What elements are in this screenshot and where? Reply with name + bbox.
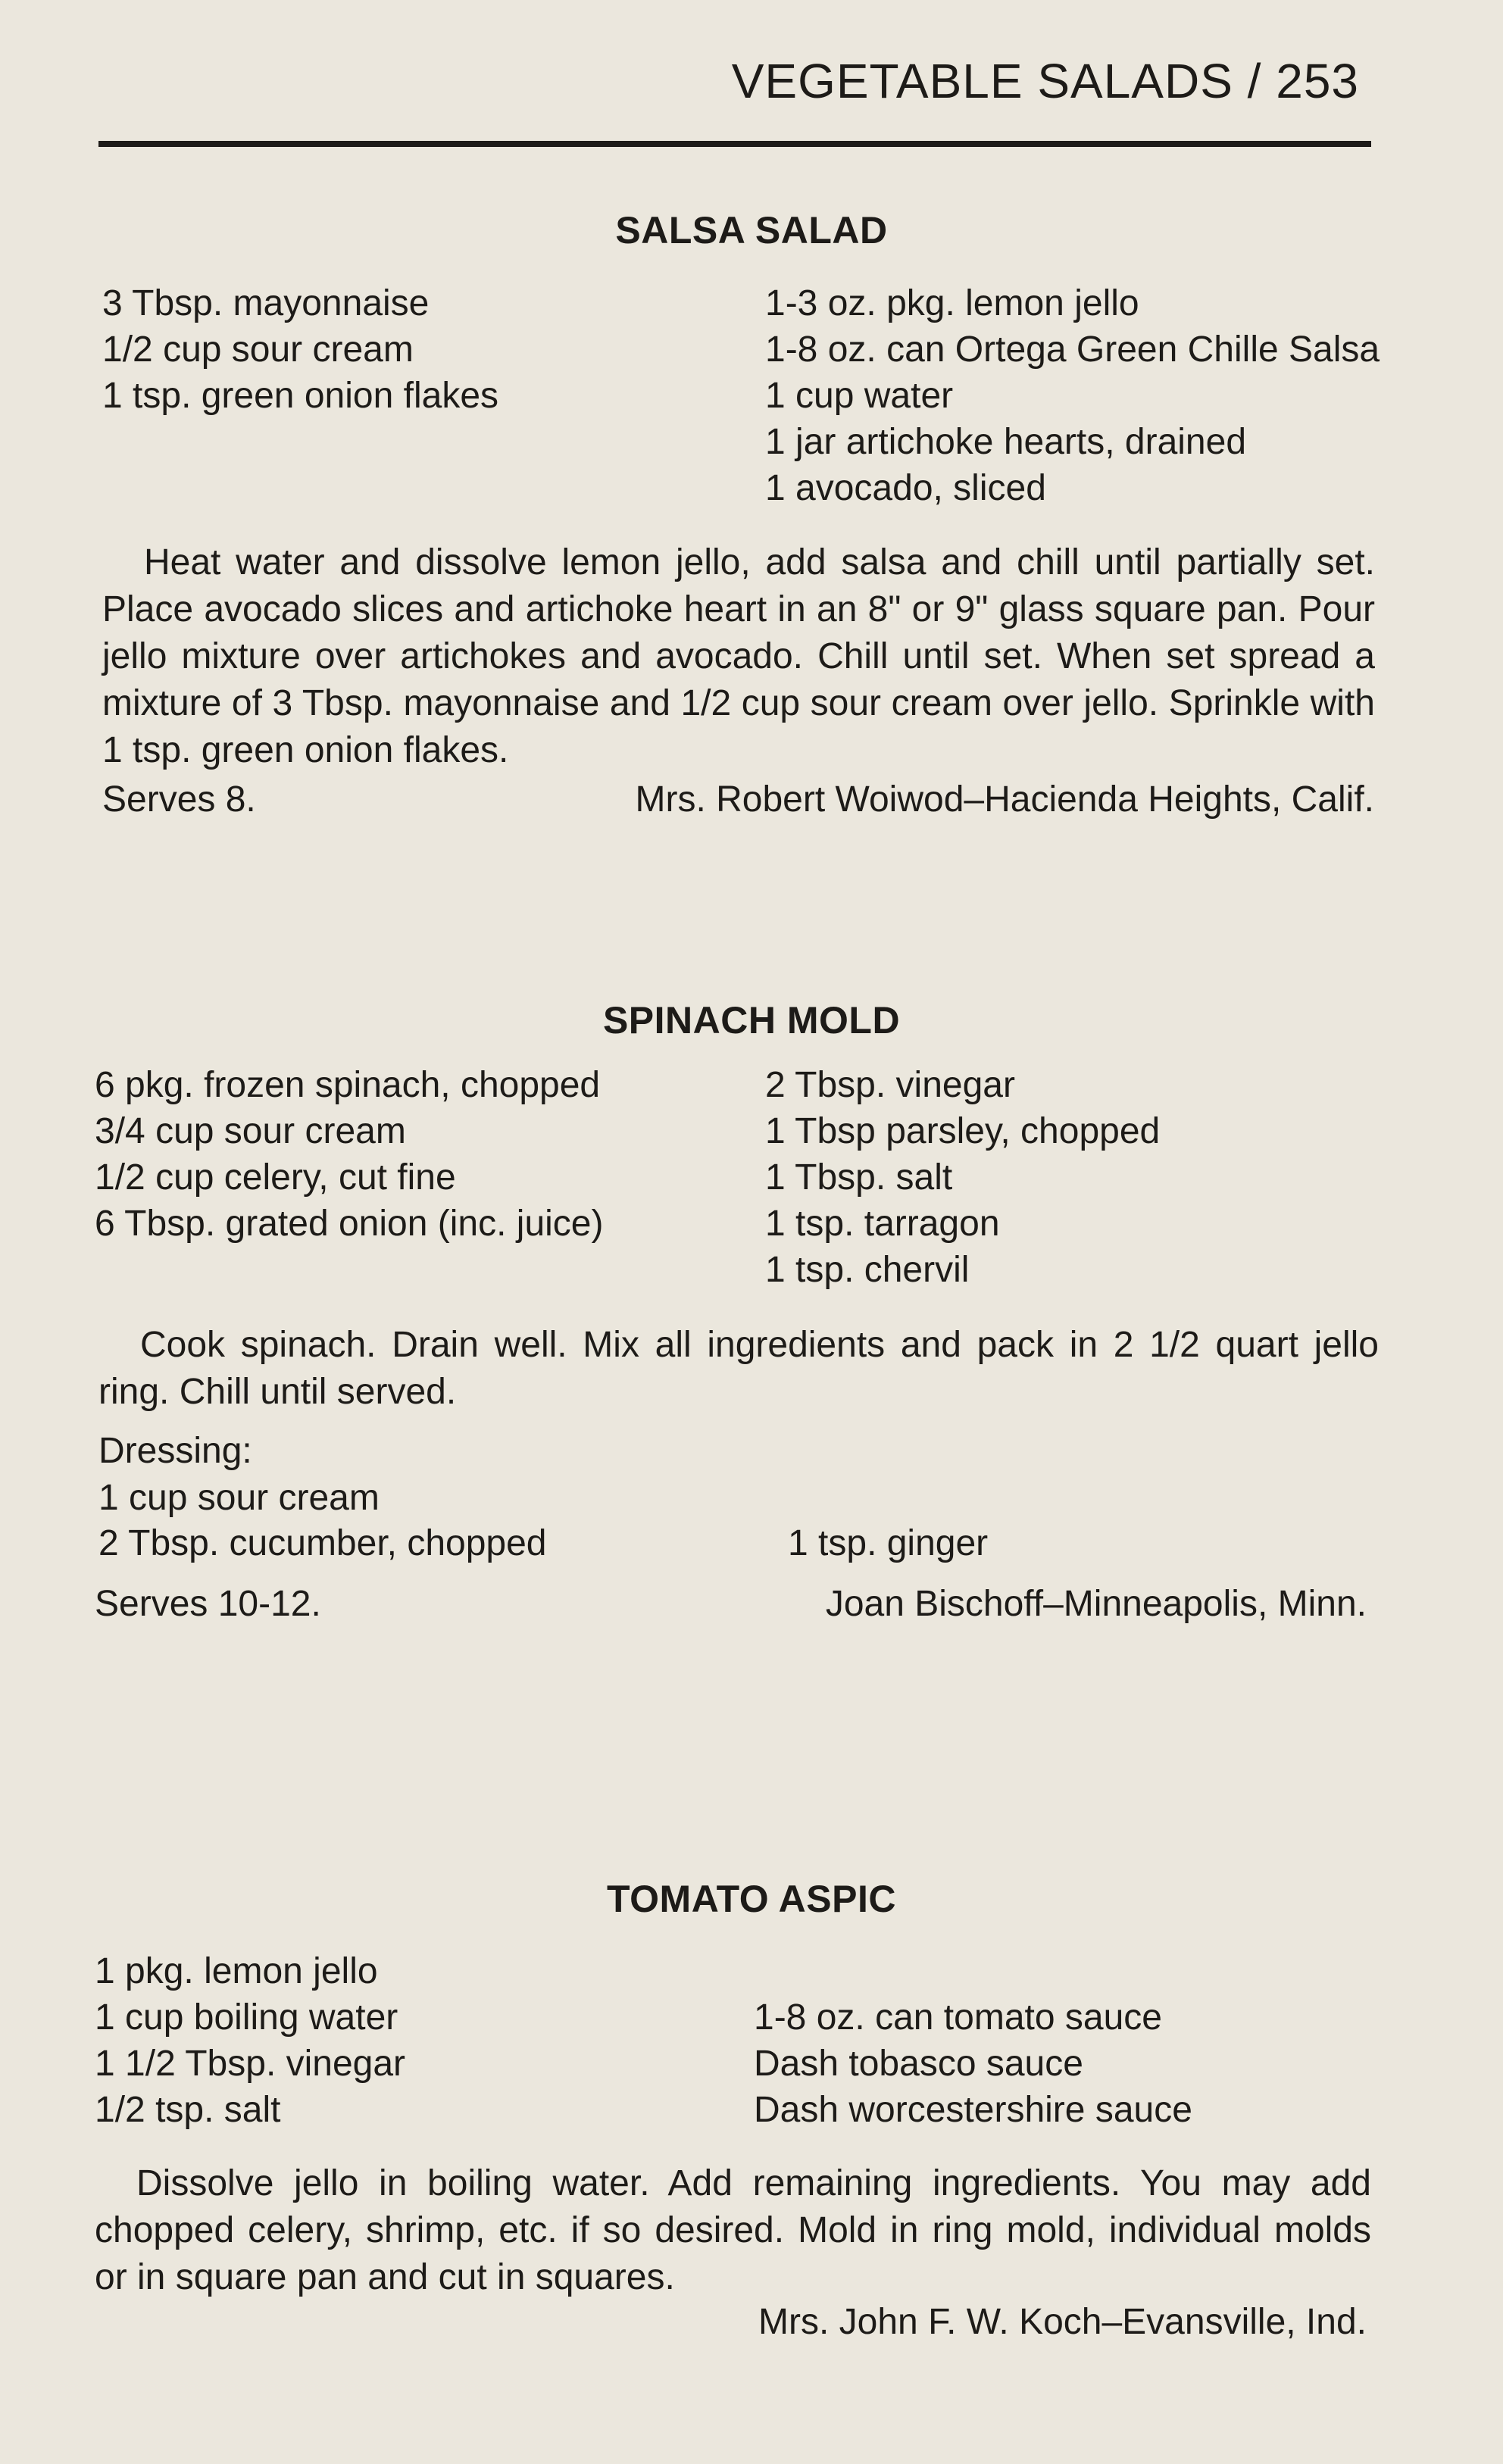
serves-salsa: Serves 8. [102,779,256,820]
ingredient: 1 cup water [765,376,954,416]
ingredient: 3 Tbsp. mayonnaise [102,283,430,323]
ingredient: 6 pkg. frozen spinach, chopped [95,1065,601,1105]
ingredient: 1 tsp. tarragon [765,1204,1000,1244]
ingredient: 1 Tbsp parsley, chopped [765,1111,1161,1151]
ingredients-right-salsa [765,280,1380,511]
ingredient: 1 jar artichoke hearts, drained [765,422,1247,462]
ingredient: 1 avocado, sliced [765,468,1046,508]
ingredients-right-tomato [754,1994,1192,2133]
serves-spinach: Serves 10-12. [95,1584,321,1624]
ingredient: 1 tsp. green onion flakes [102,376,499,416]
ingredient: 1-8 oz. can tomato sauce [754,1997,1162,2038]
ingredients-left-salsa [102,280,498,419]
contributor-salsa: Mrs. Robert Woiwod–Hacienda Heights, Calif. [635,779,1374,820]
ingredients-left-spinach [95,1062,603,1247]
directions-salsa [102,539,1375,774]
directions-text: Heat water and dissolve lemon jello, add salsa and chill until partially set. Place avocado slices and artichoke heart in an 8" or 9" glass square pan. Pour jello mixture over artichokes and avocado. Chill until set. When set spread a mixture of 3 Tbsp. mayonnaise and 1/2 cup sour cream over jello. Sprinkle with 1 tsp. green onion flakes. [102,542,1375,770]
ingredient: 6 Tbsp. grated onion (inc. juice) [95,1204,604,1244]
recipe-title-tomato-aspic: TOMATO ASPIC [607,1878,896,1920]
recipe-title-spinach-mold: SPINACH MOLD [602,999,901,1042]
recipe-title-salsa-salad: SALSA SALAD [615,209,888,251]
directions-text: Dissolve jello in boiling water. Add remaining ingredients. You may add chopped celery, shrimp, etc. if so desired. Mold in ring mold, individual molds or in square pan and cut in squares. [95,2163,1371,2297]
ingredient: 1 Tbsp. salt [765,1157,953,1198]
ingredient: 1 cup boiling water [95,1997,398,2038]
ingredients-left-tomato [95,1948,405,2133]
ingredient: 1/2 cup sour cream [102,329,414,370]
ingredients-right-spinach [765,1062,1160,1293]
ingredient: 1/2 tsp. salt [95,2090,281,2130]
contributor-spinach: Joan Bischoff–Minneapolis, Minn. [825,1584,1367,1624]
ingredient: Dash worcestershire sauce [754,2090,1192,2130]
ingredient: 1-3 oz. pkg. lemon jello [765,283,1139,323]
dressing-ingredient: 2 Tbsp. cucumber, chopped [98,1523,547,1563]
ingredient: 3/4 cup sour cream [95,1111,406,1151]
directions-text: Cook spinach. Drain well. Mix all ingredients and pack in 2 1/2 quart jello ring. Chill until served. [98,1325,1379,1412]
directions-spinach [98,1322,1379,1416]
ingredient: 1 pkg. lemon jello [95,1951,378,1991]
running-header: VEGETABLE SALADS / 253 [731,54,1359,108]
ingredient: 1-8 oz. can Ortega Green Chille Salsa [765,329,1380,370]
ingredient: Dash tobasco sauce [754,2044,1083,2084]
ingredient: 1 tsp. chervil [765,1250,970,1290]
dressing-ingredient: 1 cup sour cream [98,1478,380,1518]
directions-tomato [95,2160,1371,2301]
ingredient: 1/2 cup celery, cut fine [95,1157,456,1198]
header-rule [98,141,1371,147]
dressing-label: Dressing: [98,1431,252,1471]
ingredient: 1 1/2 Tbsp. vinegar [95,2044,406,2084]
dressing-ingredient: 1 tsp. ginger [788,1523,989,1563]
ingredient: 2 Tbsp. vinegar [765,1065,1015,1105]
contributor-tomato: Mrs. John F. W. Koch–Evansville, Ind. [758,2302,1367,2342]
